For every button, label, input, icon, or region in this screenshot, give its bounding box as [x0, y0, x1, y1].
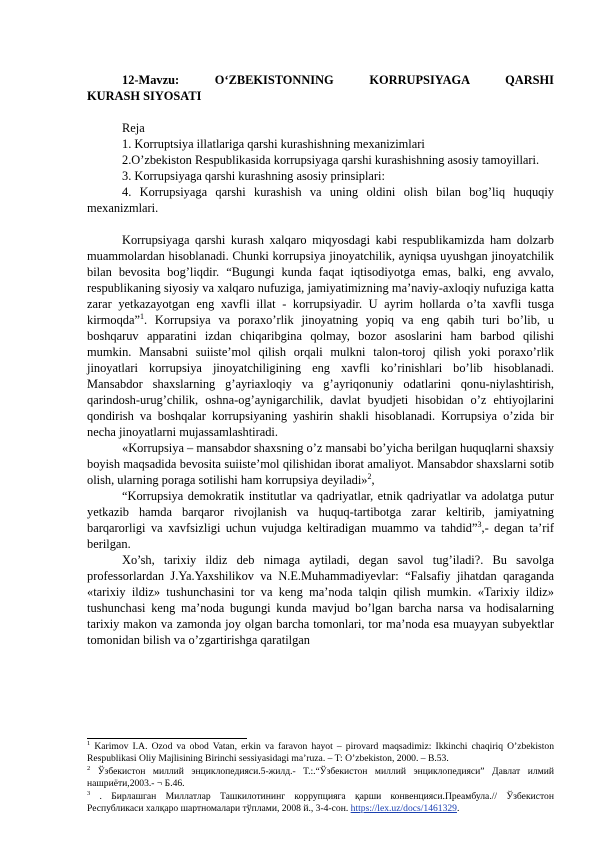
topic-title-line1: 12-Mavzu: O‘ZBEKISTONNING KORRUPSIYAGA QARSHI — [122, 73, 554, 87]
spacer — [87, 216, 554, 232]
plan-heading: Reja — [122, 121, 145, 135]
plan-item: 1. Korruptsiya illatlariga qarshi kurashishning mexanizimlari — [122, 137, 425, 151]
footnote-ref-3[interactable]: 3 — [477, 519, 482, 529]
paragraph-text: ,- degan ta’rif berilgan. — [87, 521, 554, 551]
footnote-text: . — [456, 803, 460, 814]
plan-item: 3. Korrupsiyaga qarshi kurashning asosiy prinsiplari: — [122, 169, 385, 183]
footnote-mark: 1 — [87, 739, 91, 747]
paragraph-text: , — [371, 473, 375, 487]
paragraph-text: Korrupsiyaga qarshi kurash xalqaro miqyosdagi kabi respublikamizda ham dolzarb muammolardan hisoblanadi. Chunki korrupsiya jinoyatchilik, ayniqsa uyushgan jinoyatchilik bilan bevosita bog’liqdir. “Bugungi kunda faqat iqtisodiyotga emas, balki, eng avvalo, respublikaning siyosiy va xalqaro nufuziga, jamiyatimizning ma’naviy-axloqiy nufuziga katta zarar yetkazayotgan eng xavfli illat - korrupsiyadir. U ayrim hollarda o’ta xavfli tusga kirmoqda” — [87, 233, 554, 327]
footnote-separator — [87, 738, 247, 739]
footnote-1 — [87, 741, 554, 765]
document-page — [87, 72, 554, 648]
footnote-mark: 3 — [87, 789, 91, 797]
footnote-mark: 2 — [87, 764, 91, 772]
footnote-text: Karimov I.A. Ozod va obod Vatan, erkin va faravon hayot – pirovard maqsadimiz: Ikkinchi chaqiriq O’zbekiston Respublikasi Oliy Majlisining Birinchi sessiyasidagi ma’ruza. – T: O’zbekiston, 2000. – B.53. — [87, 741, 554, 764]
body-paragraph-1 — [87, 232, 554, 440]
footnote-link[interactable]: https://lex.uz/docs/1461329 — [350, 803, 457, 814]
paragraph-text: . Korrupsiya va poraxo’rlik jinoyatning yopiq va eng qabih turi bo’lib, u boshqaruv apparatini izdan chiqaribgina qolmay, bozor asoslarini ham barbod qilishi mumkin. Mansabni suiiste’mol qilish orqali mulkni talon-toroj qilish yoki poraxo’rlik jinoyatlari korrupsiya jinoyatchiligining eng xavfli ko’rinishlari bo’lib hisoblanadi. Mansabdor shaxslarning g’ayriaxloqiy va g’ayriqonuniy odatlarini qonu-niylashtirish, qarindosh-urug’chilik, oshna-og’aynigarchilik, davlat byudjeti hisobidan o’z ehtiyojlarini qondirish va boshqalar korrupsiyaning yashirin shakli hisoblanadi. Korrupsiya o’zida bir necha jinoyatlarni mujassamlashtiradi. — [87, 313, 554, 439]
plan-item: 2.O’zbekiston Respublikasida korrupsiyaga qarshi kurashishning asosiy tamoyillari. — [122, 153, 540, 167]
plan-item: 4. Korrupsiyaga qarshi kurashish va uning oldini olish bilan bog’liq huquqiy mexanizmlari. — [87, 185, 554, 215]
paragraph-text: “Korrupsiya demokratik institutlar va qadriyatlar, etnik qadriyatlar va adolatga putur yetkazib hamda barqaror rivojlanish va huquq-tartibotga zarar keltirib, jamiyatning barqarorligi va xavfsizligi uchun vujudga keltiradigan muammo va tahdid” — [87, 489, 554, 535]
footnotes — [87, 741, 554, 816]
body-paragraph-4: Xo’sh, tarixiy ildiz deb nimaga aytiladi, degan savol tug’iladi?. Bu savolga professorlardan J.Ya.Yaxshilikov va N.E.Muhammadiyevlar: “Falsafiy jihatdan qaraganda «tarixiy ildiz» tushunchasini tor va keng ma’noda talqin qilish mumkin. «Tarixiy ildiz» tushunchasi keng ma’noda bugungi kunda mavjud bo’lgan barcha narsa va hodisalarning tarixiy makon va zamonda joy olgan barcha tomonlari, tor ma’noda esa muayyan subyektlar tomonidan bilish va o’zgartirishga qaratilgan — [87, 553, 554, 647]
footnote-ref-1[interactable]: 1 — [140, 311, 144, 321]
footnote-text: . Бирлашган Миллатлар Ташкилотининг коррупцияга қарши конвенцияси.Преамбула.// Ўзбекистон Республикаси халқаро шартномалари тўплами, 2008 й., 3-4-сон. — [87, 791, 554, 814]
footnote-2 — [87, 766, 554, 790]
footnote-3 — [87, 791, 554, 815]
topic-title-line2: KURASH SIYOSATI — [87, 89, 202, 103]
footnote-text: Ўзбекистон миллий энциклопедияси.5-жилд.- Т.:.“Ўзбекистон миллий энциклопедияси” Давлат илмий нашриёти,2003.- ¬ Б.46. — [87, 766, 554, 789]
paragraph-text: «Korrupsiya – mansabdor shaxsning o’z mansabi bo’yicha berilgan huquqlarni shaxsiy boyish maqsadida bevosita suiiste’mol qilishidan iborat amaliyot. Mansabdor shaxslarni sotib olish, ularning poraga sotilishi ham korrupsiya deyiladi» — [87, 441, 554, 487]
body-paragraph-3 — [87, 488, 554, 552]
footnote-ref-2[interactable]: 2 — [367, 471, 372, 481]
body-paragraph-2 — [87, 440, 554, 488]
